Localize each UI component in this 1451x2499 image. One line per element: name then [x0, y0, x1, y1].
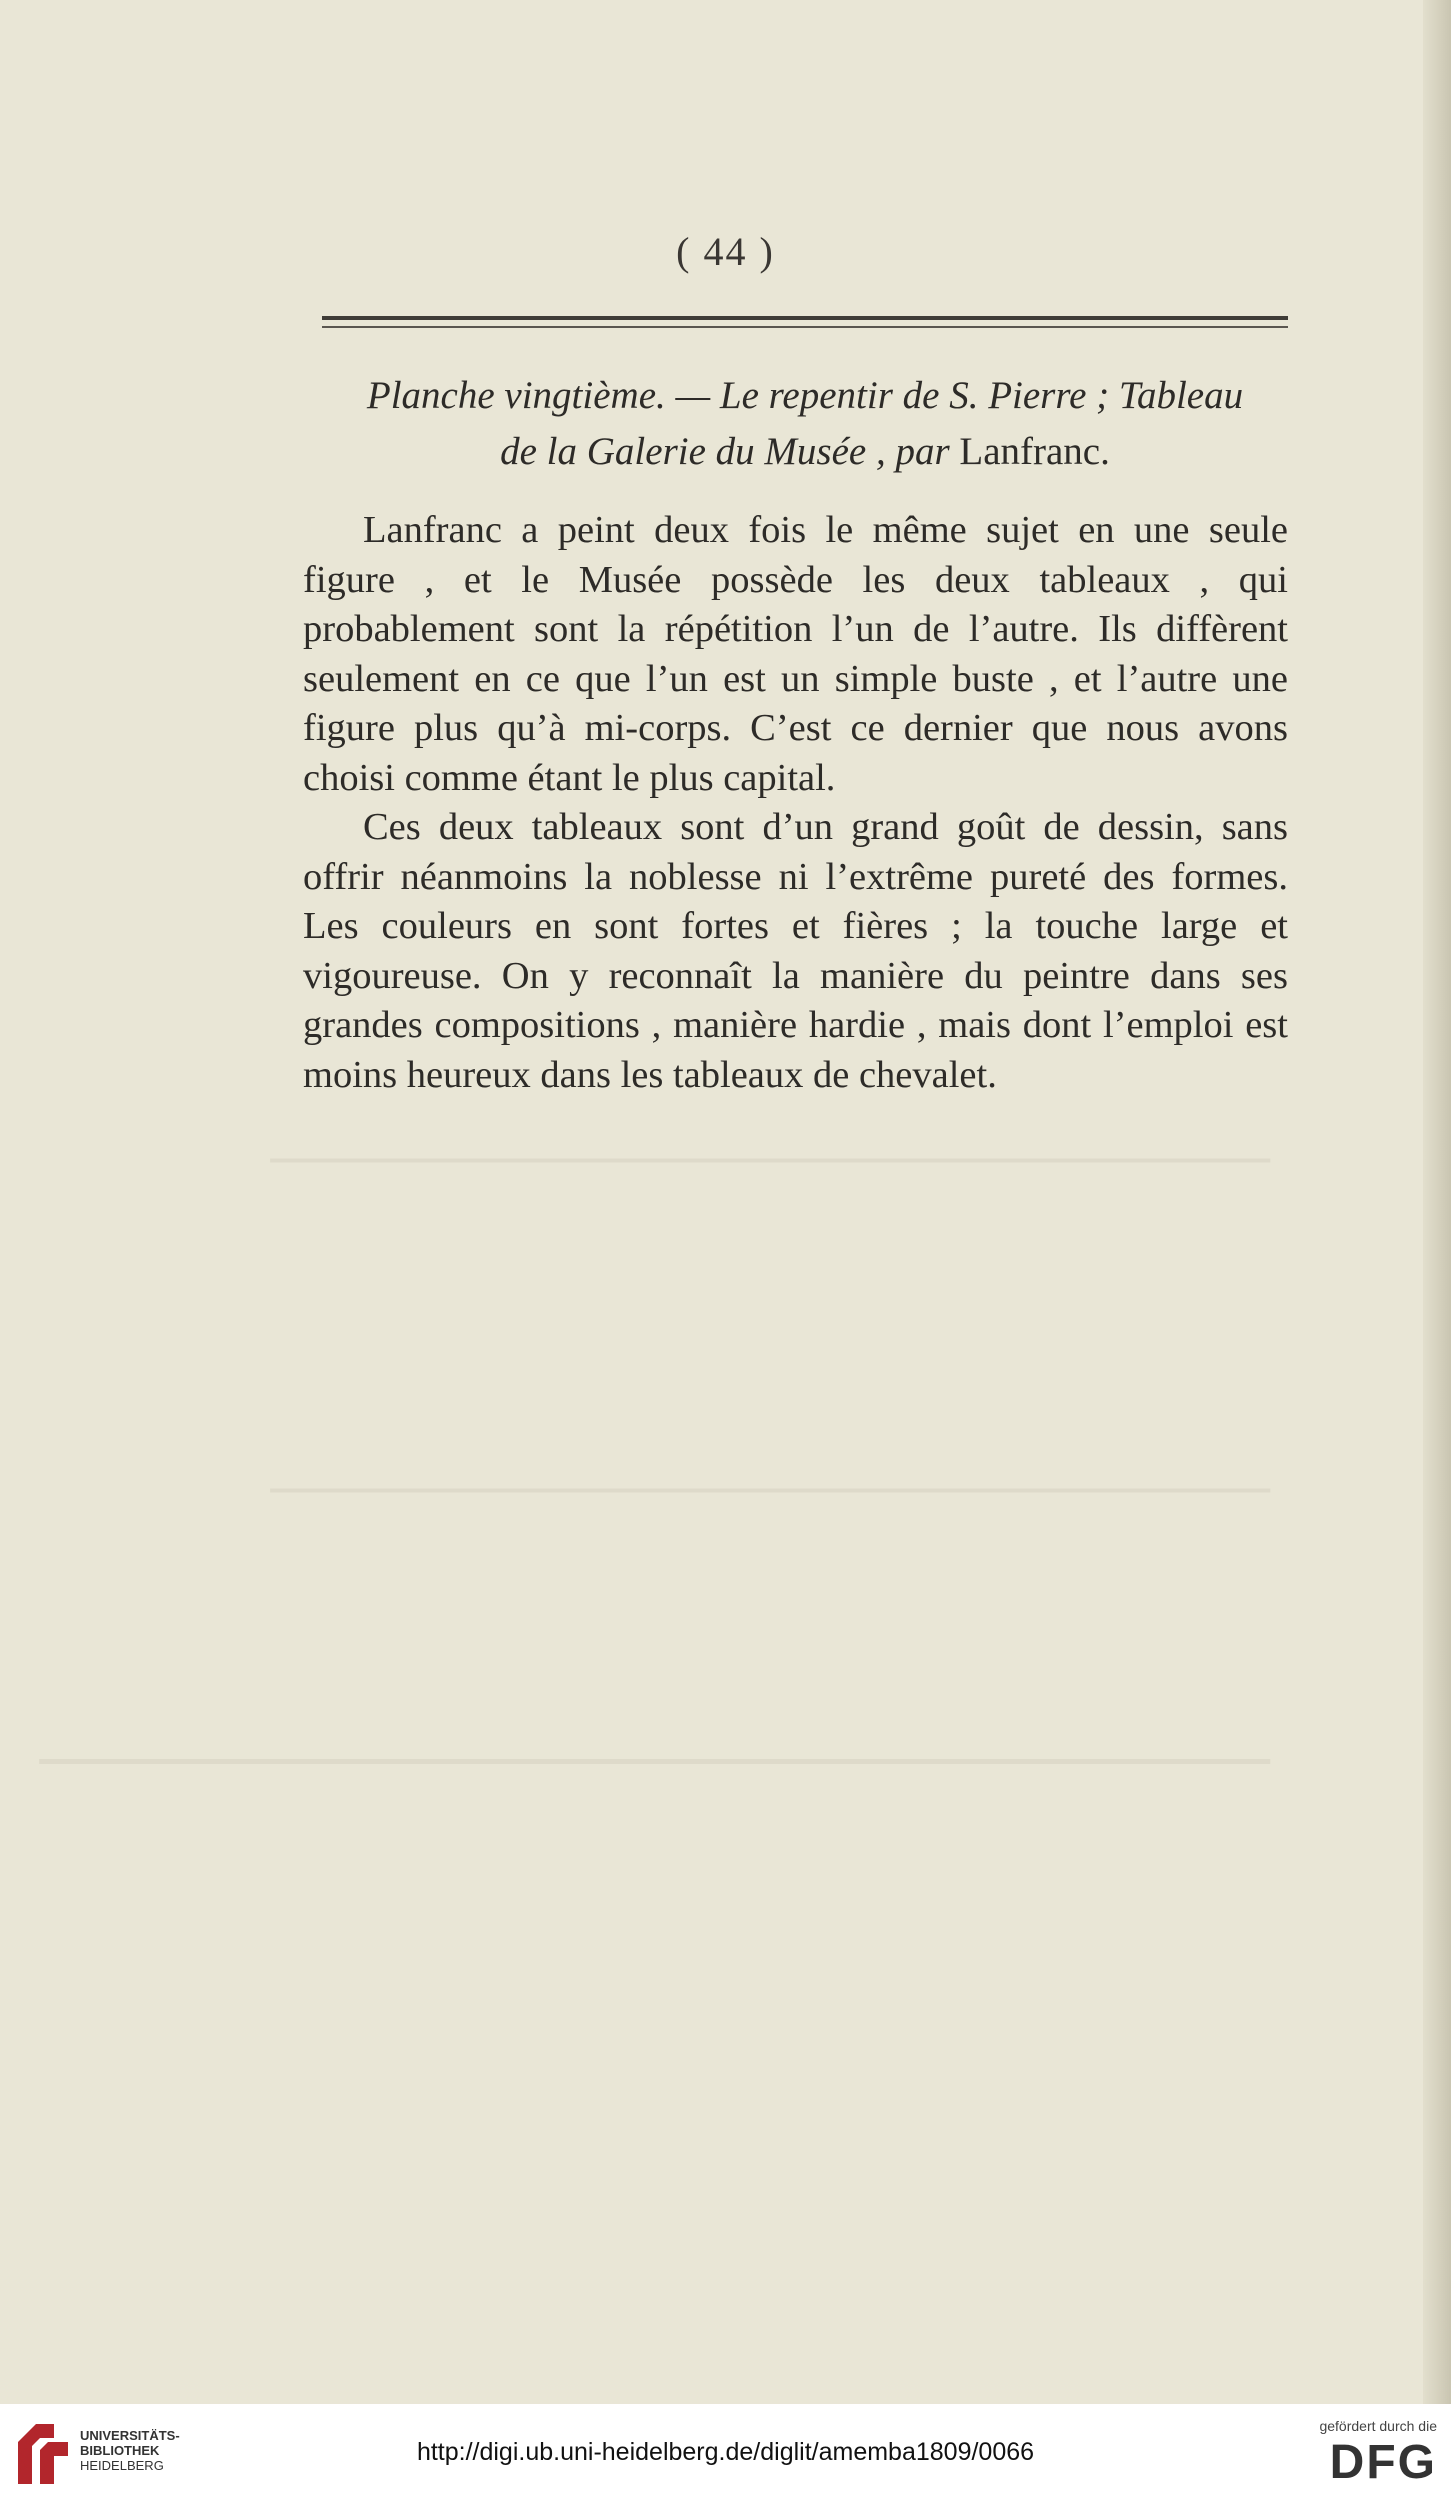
library-line-1: UNIVERSITÄTS-	[80, 2428, 180, 2443]
paragraph-1: Lanfranc a peint deux fois le même sujet en une seule figure , et le Musée possède les deux tableaux , qui probablement sont la répétition l’un de l’autre. Ils diffèrent seulement en ce que l’un est un simple buste , et l’autre une figure plus qu’à mi-corps. C’est ce dernier que nous avons choisi comme étant le plus capital.	[303, 509, 1288, 799]
show-through-decoration: ▁▁▁▁▁▁▁▁▁▁▁▁▁▁▁▁▁▁▁▁▁▁▁▁▁▁▁▁▁▁▁▁▁▁▁▁▁▁▁▁▁▁▁▁▁▁▁▁▁▁	[39, 1727, 1270, 1763]
funder-logo: DFG	[1329, 2436, 1437, 2489]
header-rule-thick	[322, 316, 1288, 320]
permalink-url[interactable]: http://digi.ub.uni-heidelberg.de/diglit/amemba1809/0066	[416, 2438, 1035, 2466]
heading-painter-name: Lanfranc.	[959, 430, 1110, 473]
heading-line-2	[300, 424, 1310, 480]
library-line-3: HEIDELBERG	[80, 2458, 164, 2473]
heading-line-1: Planche vingtième. — Le repentir de S. Pierre ; Tableau	[366, 374, 1244, 417]
show-through-decoration: ▁▁▁▁▁▁▁▁▁▁▁▁▁▁▁▁▁▁▁▁▁▁▁▁▁▁▁▁▁▁▁▁▁▁▁▁▁▁▁▁▁▁▁▁▁▁▁▁▁▁	[270, 1463, 1270, 1492]
funder-caption: gefördert durch die	[1319, 2418, 1437, 2434]
show-through-decoration: ▁▁▁▁▁▁▁▁▁▁▁▁▁▁▁▁▁▁▁▁▁▁▁▁▁▁▁▁▁▁▁▁▁▁▁▁▁▁▁▁▁▁▁▁▁▁▁▁▁▁	[270, 1133, 1270, 1162]
plate-heading	[300, 368, 1310, 480]
page-number: ( 44 )	[676, 229, 775, 274]
page-edge-shadow	[1423, 0, 1451, 2404]
library-line-2: BIBLIOTHEK	[80, 2443, 160, 2458]
paragraph-2: Ces deux tableaux sont d’un grand goût de dessin, sans offrir néanmoins la noblesse ni l’extrême pureté des formes. Les couleurs en sont fortes et fières ; la touche large et vigoureuse. On y reconnaît la manière du peintre dans ses grandes compositions , manière hardie , mais dont l’emploi est moins heureux dans les tableaux de chevalet.	[303, 806, 1288, 1096]
body-text	[303, 506, 1288, 1100]
header-rule-thin	[322, 326, 1288, 328]
heading-line-2-italic: de la Galerie du Musée , par	[500, 430, 960, 473]
viewer-footer	[0, 2404, 1451, 2499]
funder-block	[1319, 2418, 1437, 2492]
